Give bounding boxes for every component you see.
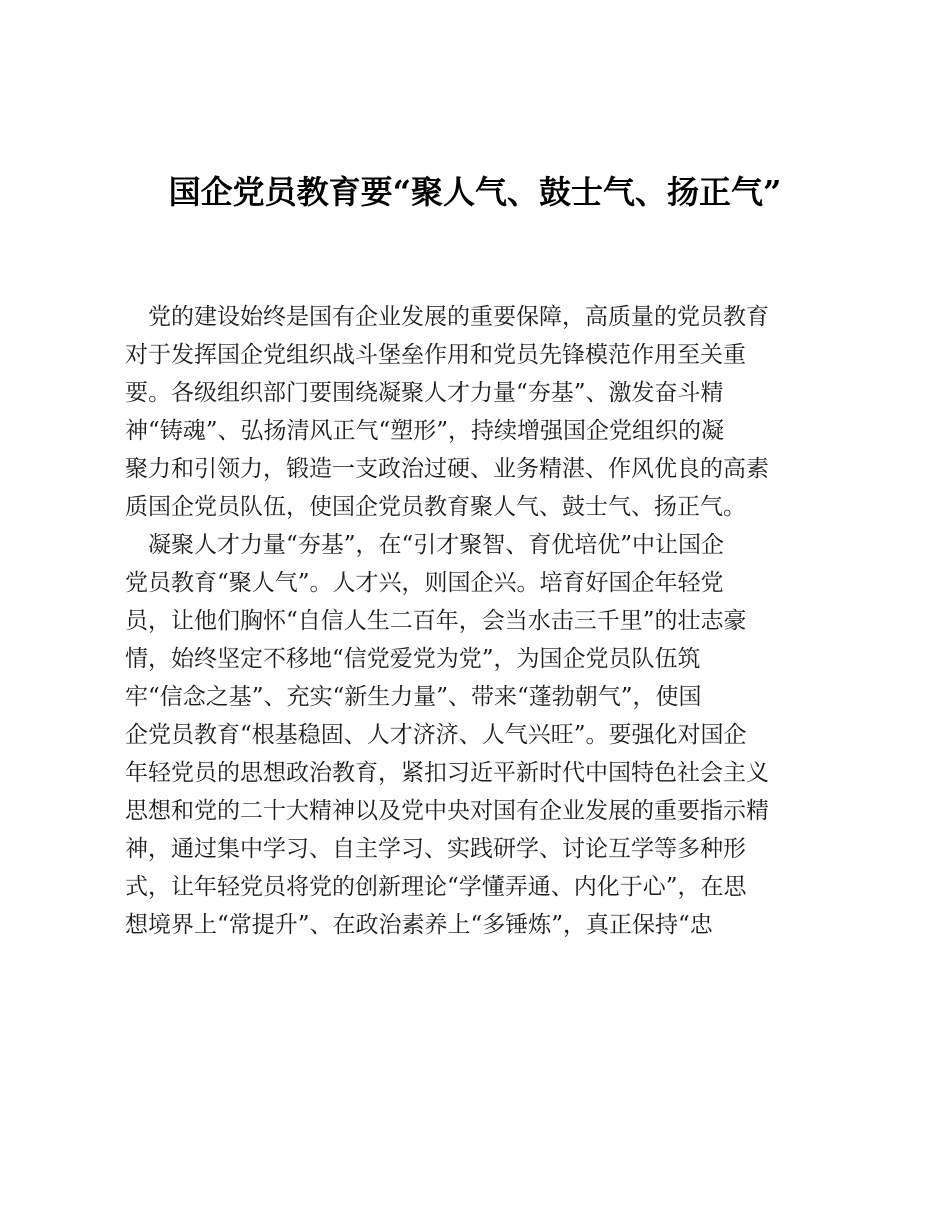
body-line-15: 神，通过集中学习、自主学习、实践研学、讨论互学等多种形 [125, 836, 746, 862]
body-line-9: 员，让他们胸怀“自信人生二百年，会当水击三千里”的壮志豪 [125, 608, 747, 634]
body-line-6: 质国企党员队伍，使国企党员教育聚人气、鼓士气、扬正气。 [125, 494, 746, 520]
document-title: 国企党员教育要“聚人气、鼓士气、扬正气” [168, 173, 782, 211]
body-line-8: 党员教育“聚人气”。人才兴，则国企兴。培育好国企年轻党 [125, 570, 724, 596]
body-line-2: 对于发挥国企党组织战斗堡垒作用和党员先锋模范作用至关重 [125, 342, 746, 368]
body-line-14: 思想和党的二十大精神以及党中央对国有企业发展的重要指示精 [125, 798, 769, 824]
body-line-16: 式，让年轻党员将党的创新理论“学懂弄通、内化于心”，在思 [125, 874, 747, 900]
body-line-1: 党的建设始终是国有企业发展的重要保障，高质量的党员教育 [125, 304, 769, 330]
body-line-11: 牢“信念之基”、充实“新生力量”、带来“蓬勃朝气”，使国 [125, 684, 702, 710]
body-line-10: 情，始终坚定不移地“信党爱党为党”，为国企党员队伍筑 [125, 646, 701, 672]
body-line-12: 企党员教育“根基稳固、人才济济、人气兴旺”。要强化对国企 [125, 722, 747, 748]
body-line-3: 要。各级组织部门要围绕凝聚人才力量“夯基”、激发奋斗精 [125, 380, 724, 406]
body-line-13: 年轻党员的思想政治教育，紧扣习近平新时代中国特色社会主义 [125, 760, 769, 786]
body-line-17: 想境界上“常提升”、在政治素养上“多锤炼”，真正保持“忠 [125, 912, 713, 938]
body-line-4: 神“铸魂”、弘扬清风正气“塑形”，持续增强国企党组织的凝 [125, 418, 725, 444]
body-line-7: 凝聚人才力量“夯基”，在“引才聚智、育优培优”中让国企 [125, 532, 725, 558]
body-line-5: 聚力和引领力，锻造一支政治过硬、业务精湛、作风优良的高素 [125, 456, 769, 482]
document-body [125, 298, 830, 944]
